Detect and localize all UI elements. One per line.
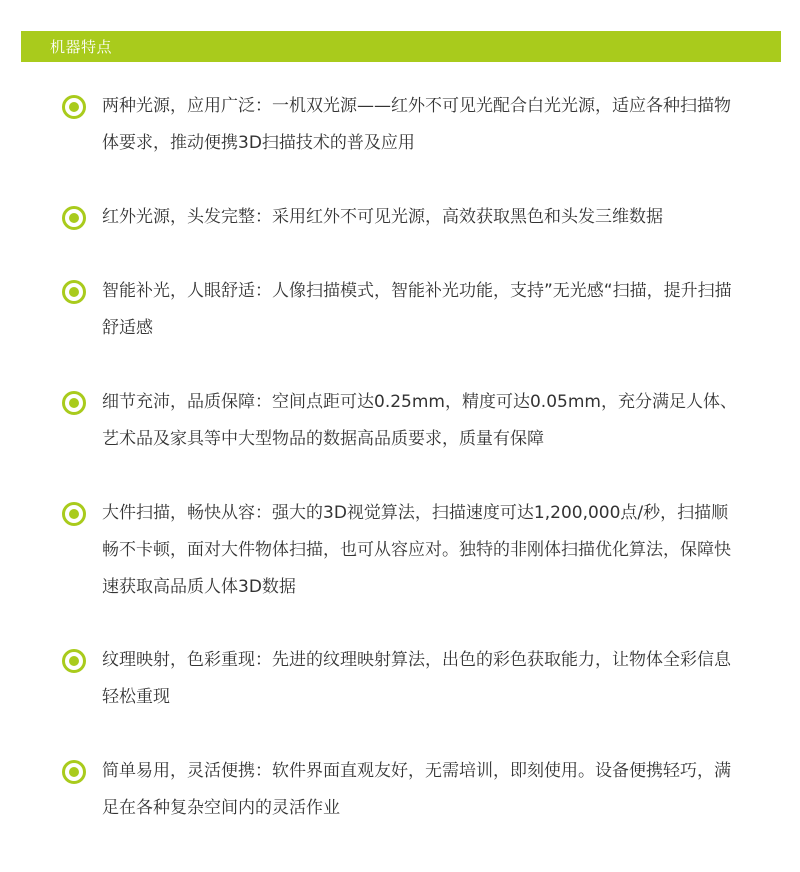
radio-target-icon bbox=[62, 280, 86, 304]
feature-text: 大件扫描，畅快从容：强大的3D视觉算法，扫描速度可达1,200,000点/秒，扫描顺畅不卡顿，面对大件物体扫描，也可从容应对。独特的非刚体扫描优化算法，保障快速获取高品质人体3D数据 bbox=[102, 503, 731, 597]
feature-text: 红外光源，头发完整：采用红外不可见光源，高效获取黑色和头发三维数据 bbox=[102, 207, 663, 227]
section-title: 机器特点 bbox=[50, 38, 113, 56]
feature-text: 简单易用，灵活便携：软件界面直观友好，无需培训，即刻使用。设备便携轻巧，满足在各种复杂空间内的灵活作业 bbox=[102, 761, 731, 818]
feature-text: 纹理映射，色彩重现：先进的纹理映射算法，出色的彩色获取能力，让物体全彩信息轻松重现 bbox=[102, 650, 731, 707]
radio-target-icon bbox=[62, 760, 86, 784]
radio-target-icon bbox=[62, 391, 86, 415]
radio-target-icon bbox=[62, 206, 86, 230]
radio-target-icon bbox=[62, 95, 86, 119]
feature-text: 细节充沛，品质保障：空间点距可达0.25mm，精度可达0.05mm，充分满足人体、艺术品及家具等中大型物品的数据高品质要求，质量有保障 bbox=[102, 392, 737, 449]
radio-target-icon bbox=[62, 502, 86, 526]
feature-text: 智能补光，人眼舒适：人像扫描模式，智能补光功能，支持”无光感“扫描，提升扫描舒适感 bbox=[102, 281, 732, 338]
radio-target-icon bbox=[62, 649, 86, 673]
feature-text: 两种光源，应用广泛：一机双光源——红外不可见光配合白光光源，适应各种扫描物体要求，推动便携3D扫描技术的普及应用 bbox=[102, 96, 731, 153]
